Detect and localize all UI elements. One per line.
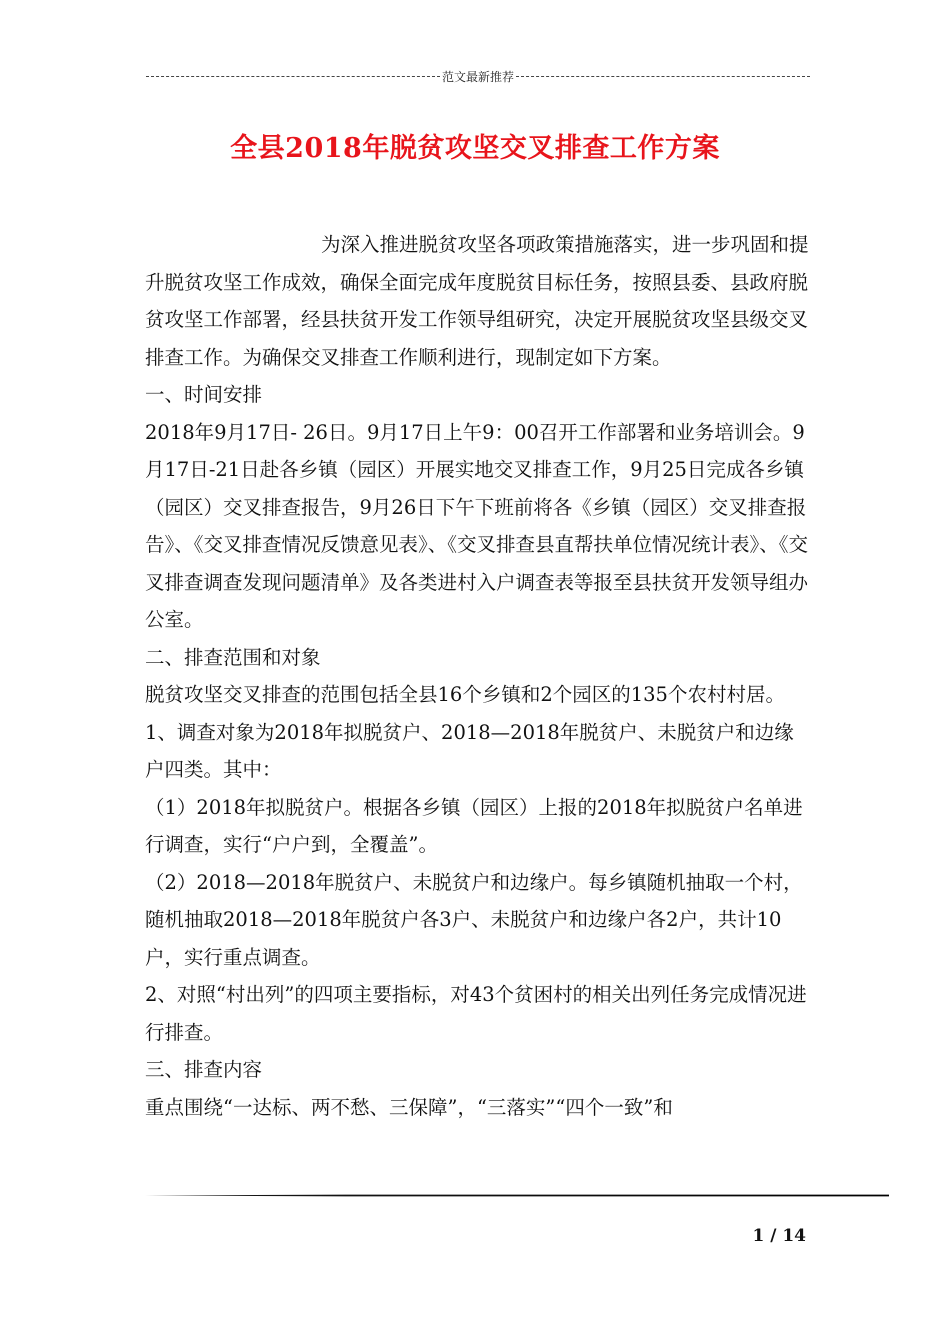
- header-dash-right: [516, 76, 810, 77]
- section-heading-scope: 二、排查范围和对象: [145, 645, 321, 669]
- paragraph-target-1b: （2）2018—2018年脱贫户、未脱贫户和边缘户。每乡镇随机抽取一个村，随机抽取2018—2018年脱贫户各3户、未脱贫户和边缘户各2户，共计10户，实行重点调查。: [145, 870, 803, 969]
- footer-divider-shape: [145, 1194, 889, 1197]
- paragraph-target-1a: （1）2018年拟脱贫户。根据各乡镇（园区）上报的2018年拟脱贫户名单进行调查，实行“户户到，全覆盖”。: [145, 795, 803, 856]
- page-number: 1 / 14: [752, 1226, 806, 1246]
- paragraph-scope: 脱贫攻坚交叉排查的范围包括全县16个乡镇和2个园区的135个农村村居。: [145, 683, 785, 706]
- header-label: 范文最新推荐: [442, 69, 515, 84]
- paragraph-time: 2018年9月17日- 26日。9月17日上午9：00召开工作部署和业务培训会。9月17日-21日赴各乡镇（园区）开展实地交叉排查工作，9月25日完成各乡镇（园区）交叉排查报告，9月26日下午下班前将各《乡镇（园区）交叉排查报告》、《交叉排查情况反馈意见表》、《交叉排查县直帮扶单位情况统计表》、《交叉排查调查发现问题清单》及各类进村入户调查表等报至县扶贫开发领导组办公室。: [145, 420, 809, 631]
- paragraph-intro: 为深入推进脱贫攻坚各项政策措施落实，进一步巩固和提升脱贫攻坚工作成效，确保全面完成年度脱贫目标任务，按照县委、县政府脱贫攻坚工作部署，经县扶贫开发工作领导组研究，决定开展脱贫攻坚县级交叉排查工作。为确保交叉排查工作顺利进行，现制定如下方案。: [145, 233, 809, 369]
- paragraph-target-2: 2、对照“村出列”的四项主要指标，对43个贫困村的相关出列任务完成情况进行排查。: [145, 983, 807, 1044]
- header-line: [146, 66, 810, 86]
- paragraph-target-1: 1、调查对象为2018年拟脱贫户、2018—2018年脱贫户、未脱贫户和边缘户四类。其中：: [145, 720, 794, 781]
- paragraph-content: 重点围绕“一达标、两不愁、三保障”，“三落实”“四个一致”和: [145, 1095, 673, 1119]
- document-title: 全县2018年脱贫攻坚交叉排查工作方案: [230, 133, 720, 164]
- section-heading-content: 三、排查内容: [145, 1058, 263, 1081]
- document-body: [145, 226, 811, 1126]
- section-heading-time: 一、时间安排: [145, 383, 263, 406]
- footer-divider: [145, 1194, 889, 1197]
- header-dash-left: [146, 76, 440, 77]
